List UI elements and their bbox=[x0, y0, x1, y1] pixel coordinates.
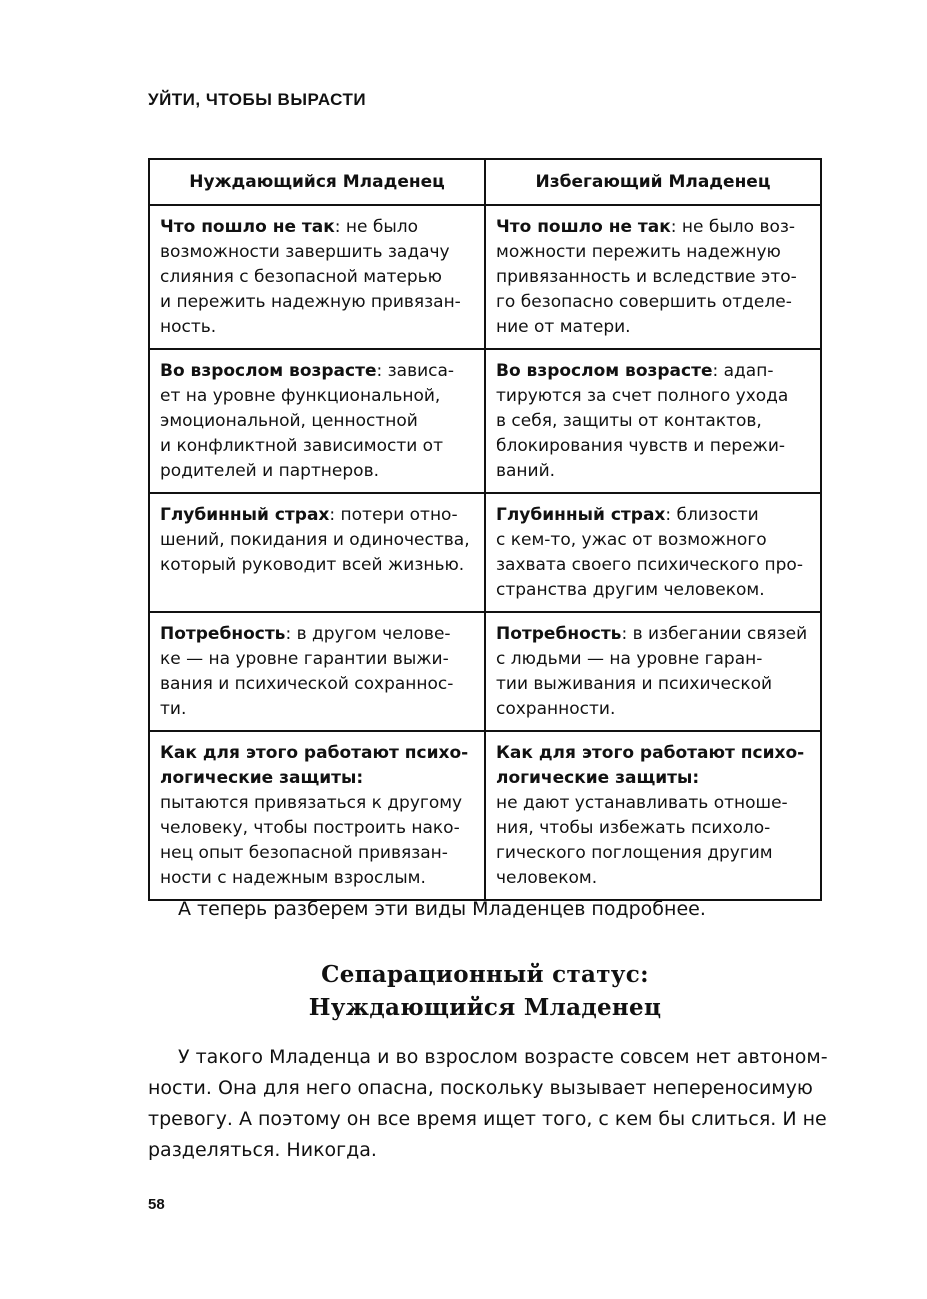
cell-label: Как для этого работают психо- bbox=[496, 743, 805, 763]
cell-avoidant-defenses: Как для этого работают психо- логические защиты: не дают устанавливать отноше- ния, чтобы избежать психоло- гического поглощения другим человеком. bbox=[485, 731, 821, 900]
running-head: УЙТИ, ЧТОБЫ ВЫРАСТИ bbox=[148, 90, 367, 109]
column-header-needy: Нуждающийся Младенец bbox=[149, 159, 485, 205]
section-heading-line: Нуждающийся Младенец bbox=[308, 994, 662, 1021]
cell-label: Что пошло не так bbox=[496, 217, 671, 237]
table-row bbox=[149, 205, 821, 349]
body-line: У такого Младенца и во взрослом возрасте совсем нет автоном- bbox=[178, 1046, 828, 1068]
page-number: 58 bbox=[148, 1196, 165, 1213]
cell-label: Во взрослом возрасте bbox=[160, 361, 377, 381]
intro-paragraph: А теперь разберем эти виды Младенцев подробнее. bbox=[178, 898, 706, 920]
body-line: разделяться. Никогда. bbox=[148, 1139, 377, 1161]
table-row bbox=[149, 731, 821, 900]
cell-avoidant-what-went-wrong: Что пошло не так: не было воз- можности пережить надежную привязанность и вследствие это- го безопасно совершить отделе- ние от матери. bbox=[485, 205, 821, 349]
cell-label: Потребность bbox=[496, 624, 622, 644]
column-header-avoidant: Избегающий Младенец bbox=[485, 159, 821, 205]
cell-needy-deep-fear: Глубинный страх: потери отно- шений, покидания и одиночества, который руководит всей жизнью. bbox=[149, 493, 485, 612]
cell-needy-adulthood: Во взрослом возрасте: зависа- ет на уровне функциональной, эмоциональной, ценностной и конфликтной зависимости от родителей и партнеров. bbox=[149, 349, 485, 493]
comparison-table bbox=[148, 158, 822, 901]
cell-label: Потребность bbox=[160, 624, 286, 644]
table-row bbox=[149, 612, 821, 731]
table-row bbox=[149, 349, 821, 493]
cell-needy-what-went-wrong: Что пошло не так: не было возможности завершить задачу слияния с безопасной матерью и пережить надежную привязан- ность. bbox=[149, 205, 485, 349]
table-row bbox=[149, 493, 821, 612]
cell-avoidant-adulthood: Во взрослом возрасте: адап- тируются за счет полного ухода в себя, защиты от контактов, блокирования чувств и пережи- ваний. bbox=[485, 349, 821, 493]
cell-label: Как для этого работают психо- bbox=[160, 743, 469, 763]
cell-label: Глубинный страх bbox=[160, 505, 330, 525]
cell-label: Глубинный страх bbox=[496, 505, 666, 525]
section-heading-line: Сепарационный статус: bbox=[321, 961, 649, 988]
body-line: ности. Она для него опасна, поскольку вызывает непереносимую bbox=[148, 1077, 813, 1099]
cell-avoidant-deep-fear: Глубинный страх: близости с кем-то, ужас от возможного захвата своего психического про- странства другим человеком. bbox=[485, 493, 821, 612]
cell-label: логические защиты: bbox=[160, 768, 364, 788]
cell-label: Во взрослом возрасте bbox=[496, 361, 713, 381]
table-header-row bbox=[149, 159, 821, 205]
cell-label: логические защиты: bbox=[496, 768, 700, 788]
section-heading bbox=[148, 958, 822, 1024]
body-line: тревогу. А поэтому он все время ищет того, с кем бы слиться. И не bbox=[148, 1108, 827, 1130]
cell-needy-need: Потребность: в другом челове- ке — на уровне гарантии выжи- вания и психической сохраннос- ти. bbox=[149, 612, 485, 731]
cell-needy-defenses: Как для этого работают психо- логические защиты: пытаются привязаться к другому человеку, чтобы построить нако- нец опыт безопасной привязан- ности с надежным взрослым. bbox=[149, 731, 485, 900]
cell-label: Что пошло не так bbox=[160, 217, 335, 237]
body-paragraph bbox=[148, 1042, 828, 1166]
cell-avoidant-need: Потребность: в избегании связей с людьми — на уровне гаран- тии выживания и психической сохранности. bbox=[485, 612, 821, 731]
